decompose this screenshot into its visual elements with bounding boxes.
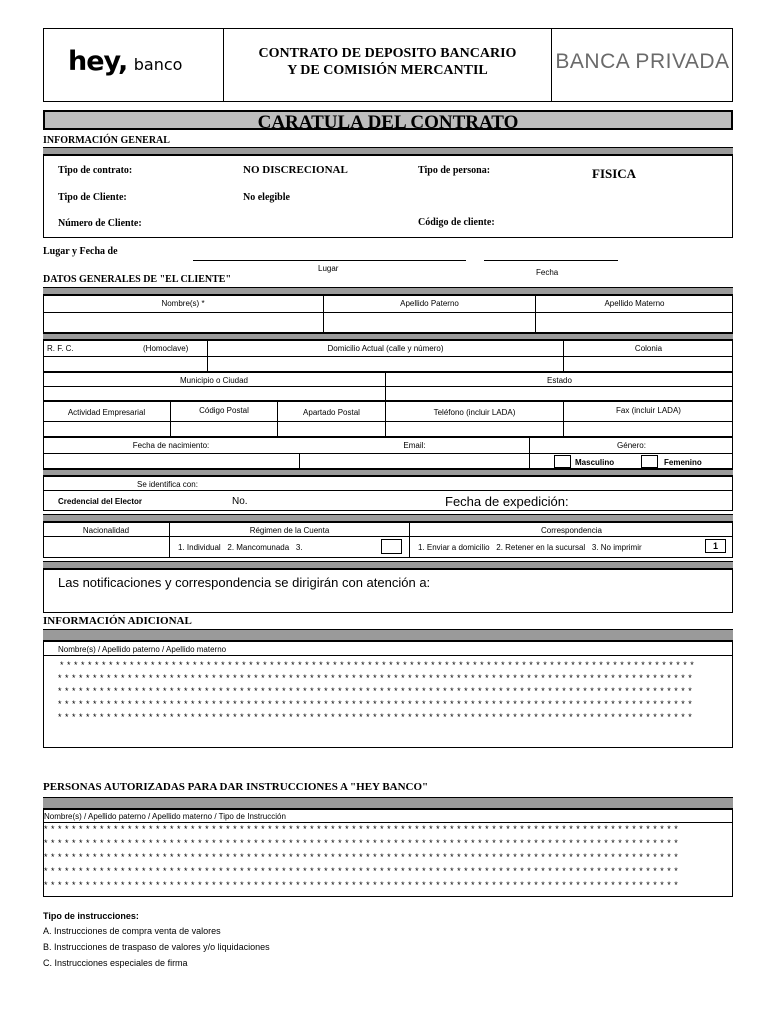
info-general-band bbox=[43, 147, 733, 155]
tipo-instrucciones-heading: Tipo de instrucciones: bbox=[43, 911, 139, 921]
tipo-persona-label: Tipo de persona: bbox=[418, 165, 491, 176]
codigo-postal-field[interactable] bbox=[171, 422, 276, 436]
personas-row-1[interactable]: * * * * * * * * * * * * * * * * * * * * * * * * * * * * * * * * * * * * * * * * * * * * * * * * * * * * * * * * * * * * * * * * * * * * * * * * * * * * * * * * * * * * * * * * * * * bbox=[44, 824, 679, 834]
apartado-header: Apartado Postal bbox=[303, 408, 360, 417]
info-adicional-row-2[interactable]: * * * * * * * * * * * * * * * * * * * * * * * * * * * * * * * * * * * * * * * * * * * * * * * * * * * * * * * * * * * * * * * * * * * * * * * * * * * * * * * * * * * * * * * * * * * bbox=[58, 673, 693, 683]
tipo-cliente-value: No elegible bbox=[243, 192, 290, 203]
instruccion-c: C. Instrucciones especiales de firma bbox=[43, 958, 188, 968]
contract-title-line2: Y DE COMISIÓN MERCANTIL bbox=[287, 63, 488, 78]
masculino-checkbox[interactable] bbox=[554, 455, 571, 468]
email-header: Email: bbox=[403, 441, 426, 450]
fecha-line[interactable] bbox=[484, 260, 618, 261]
personas-row-2[interactable]: * * * * * * * * * * * * * * * * * * * * * * * * * * * * * * * * * * * * * * * * * * * * * * * * * * * * * * * * * * * * * * * * * * * * * * * * * * * * * * * * * * * * * * * * * * * bbox=[44, 838, 679, 848]
fax-header: Fax (incluir LADA) bbox=[616, 406, 681, 415]
tipo-contrato-value: NO DISCRECIONAL bbox=[243, 164, 348, 176]
estado-header: Estado bbox=[547, 376, 572, 385]
femenino-checkbox[interactable] bbox=[641, 455, 658, 468]
personas-split bbox=[43, 822, 733, 823]
correspondencia-header: Correspondencia bbox=[541, 526, 602, 535]
lugar-line[interactable] bbox=[193, 260, 466, 261]
lugar-fecha-label: Lugar y Fecha de bbox=[43, 246, 118, 257]
hey-banco-logo bbox=[68, 46, 218, 80]
logo-banco: banco bbox=[133, 55, 183, 74]
fecha-caption: Fecha bbox=[536, 268, 559, 277]
tipo-cliente-label: Tipo de Cliente: bbox=[58, 192, 127, 203]
domicilio-header: Domicilio Actual (calle y número) bbox=[327, 344, 444, 353]
personas-band bbox=[43, 797, 733, 809]
info-adicional-row-3[interactable]: * * * * * * * * * * * * * * * * * * * * * * * * * * * * * * * * * * * * * * * * * * * * * * * * * * * * * * * * * * * * * * * * * * * * * * * * * * * * * * * * * * * * * * * * * * * bbox=[58, 686, 693, 696]
personas-col: Nombre(s) / Apellido paterno / Apellido materno / Tipo de Instrucción bbox=[44, 812, 286, 821]
datos-band-2 bbox=[43, 333, 733, 340]
telefono-field[interactable] bbox=[386, 422, 562, 436]
correspondencia-value-box[interactable]: 1 bbox=[705, 539, 726, 553]
genero-header: Género: bbox=[617, 441, 646, 450]
regimen-header: Régimen de la Cuenta bbox=[249, 526, 330, 535]
info-adicional-row-1[interactable]: * * * * * * * * * * * * * * * * * * * * * * * * * * * * * * * * * * * * * * * * * * * * * * * * * * * * * * * * * * * * * * * * * * * * * * * * * * * * * * * * * * * * * * * * * * * bbox=[60, 660, 695, 670]
notificaciones-text: Las notificaciones y correspondencia se dirigirán con atención a: bbox=[58, 575, 431, 590]
lugar-caption: Lugar bbox=[318, 264, 339, 273]
credencial-label: Credencial del Elector bbox=[58, 497, 143, 506]
femenino-label: Femenino bbox=[664, 458, 702, 467]
datos-band-3 bbox=[43, 469, 733, 476]
apartado-field[interactable] bbox=[278, 422, 384, 436]
numero-id-label: No. bbox=[232, 496, 248, 507]
homoclave-header: (Homoclave) bbox=[143, 344, 189, 353]
nombre-field[interactable] bbox=[44, 313, 322, 332]
info-adicional-split bbox=[43, 655, 733, 656]
rfc-field[interactable] bbox=[44, 357, 206, 371]
fecha-exp-label: Fecha de expedición: bbox=[445, 494, 569, 509]
caratula-title: CARATULA DEL CONTRATO bbox=[43, 110, 733, 130]
fecha-nac-header: Fecha de nacimiento: bbox=[132, 441, 210, 450]
actividad-header: Actividad Empresarial bbox=[67, 408, 146, 417]
tipo-persona-value: FISICA bbox=[592, 166, 637, 181]
municipio-header: Municipio o Ciudad bbox=[179, 376, 249, 385]
info-general-heading: INFORMACIÓN GENERAL bbox=[43, 135, 170, 146]
telefono-header: Teléfono (incluir LADA) bbox=[433, 408, 516, 417]
codigo-postal-header: Código Postal bbox=[199, 406, 249, 415]
rfc-header: R. F. C. bbox=[47, 344, 74, 353]
cuenta-band bbox=[43, 514, 733, 522]
codigo-cliente-label: Código de cliente: bbox=[418, 217, 495, 228]
colonia-header: Colonia bbox=[634, 344, 663, 353]
nombre-header: Nombre(s) * bbox=[161, 299, 205, 308]
info-adicional-heading: INFORMACIÓN ADICIONAL bbox=[43, 615, 192, 627]
notificaciones-band bbox=[43, 561, 733, 569]
info-adicional-row-5[interactable]: * * * * * * * * * * * * * * * * * * * * * * * * * * * * * * * * * * * * * * * * * * * * * * * * * * * * * * * * * * * * * * * * * * * * * * * * * * * * * * * * * * * * * * * * * * * bbox=[58, 712, 693, 722]
ap-paterno-header: Apellido Paterno bbox=[400, 299, 459, 308]
identificacion-split bbox=[43, 490, 733, 491]
ap-paterno-field[interactable] bbox=[324, 313, 534, 332]
instruccion-b: B. Instrucciones de traspaso de valores y/o liquidaciones bbox=[43, 942, 270, 952]
contract-title bbox=[224, 45, 551, 79]
email-field[interactable] bbox=[300, 454, 528, 468]
estado-field[interactable] bbox=[386, 387, 732, 400]
fecha-nac-field[interactable] bbox=[44, 454, 298, 468]
regimen-input-box[interactable] bbox=[381, 539, 402, 554]
actividad-field[interactable] bbox=[44, 422, 169, 436]
contract-title-line1: CONTRATO DE DEPOSITO BANCARIO bbox=[258, 46, 517, 61]
ap-materno-header: Apellido Materno bbox=[604, 299, 665, 308]
personas-row-3[interactable]: * * * * * * * * * * * * * * * * * * * * * * * * * * * * * * * * * * * * * * * * * * * * * * * * * * * * * * * * * * * * * * * * * * * * * * * * * * * * * * * * * * * * * * * * * * * bbox=[44, 852, 679, 862]
masculino-label: Masculino bbox=[575, 458, 615, 467]
instruccion-a: A. Instrucciones de compra venta de valores bbox=[43, 926, 221, 936]
se-identifica-label: Se identifica con: bbox=[137, 480, 198, 489]
personas-row-4[interactable]: * * * * * * * * * * * * * * * * * * * * * * * * * * * * * * * * * * * * * * * * * * * * * * * * * * * * * * * * * * * * * * * * * * * * * * * * * * * * * * * * * * * * * * * * * * * bbox=[44, 866, 679, 876]
fax-field[interactable] bbox=[564, 422, 732, 436]
datos-band bbox=[43, 287, 733, 295]
colonia-field[interactable] bbox=[564, 357, 732, 371]
tipo-contrato-label: Tipo de contrato: bbox=[58, 165, 133, 176]
correspondencia-options: 1. Enviar a domicilio 2. Retener en la sucursal 3. No imprimir bbox=[418, 543, 642, 552]
personas-row-5[interactable]: * * * * * * * * * * * * * * * * * * * * * * * * * * * * * * * * * * * * * * * * * * * * * * * * * * * * * * * * * * * * * * * * * * * * * * * * * * * * * * * * * * * * * * * * * * * bbox=[44, 880, 679, 890]
info-adicional-band bbox=[43, 629, 733, 641]
info-adicional-col: Nombre(s) / Apellido paterno / Apellido materno bbox=[58, 645, 227, 654]
municipio-field[interactable] bbox=[44, 387, 384, 400]
datos-generales-heading: DATOS GENERALES DE "EL CLIENTE" bbox=[43, 274, 232, 285]
ap-materno-field[interactable] bbox=[536, 313, 732, 332]
banca-privada-logo: BANCA PRIVADA bbox=[555, 50, 730, 73]
nacionalidad-header: Nacionalidad bbox=[82, 526, 130, 535]
logo-brand: hey, bbox=[68, 46, 128, 77]
regimen-options: 1. Individual 2. Mancomunada 3. bbox=[178, 543, 303, 552]
numero-cliente-label: Número de Cliente: bbox=[58, 218, 142, 229]
info-adicional-row-4[interactable]: * * * * * * * * * * * * * * * * * * * * * * * * * * * * * * * * * * * * * * * * * * * * * * * * * * * * * * * * * * * * * * * * * * * * * * * * * * * * * * * * * * * * * * * * * * * bbox=[58, 699, 693, 709]
domicilio-field[interactable] bbox=[208, 357, 562, 371]
nacionalidad-field[interactable] bbox=[44, 537, 168, 557]
personas-heading: PERSONAS AUTORIZADAS PARA DAR INSTRUCCIONES A "HEY BANCO" bbox=[43, 781, 429, 793]
